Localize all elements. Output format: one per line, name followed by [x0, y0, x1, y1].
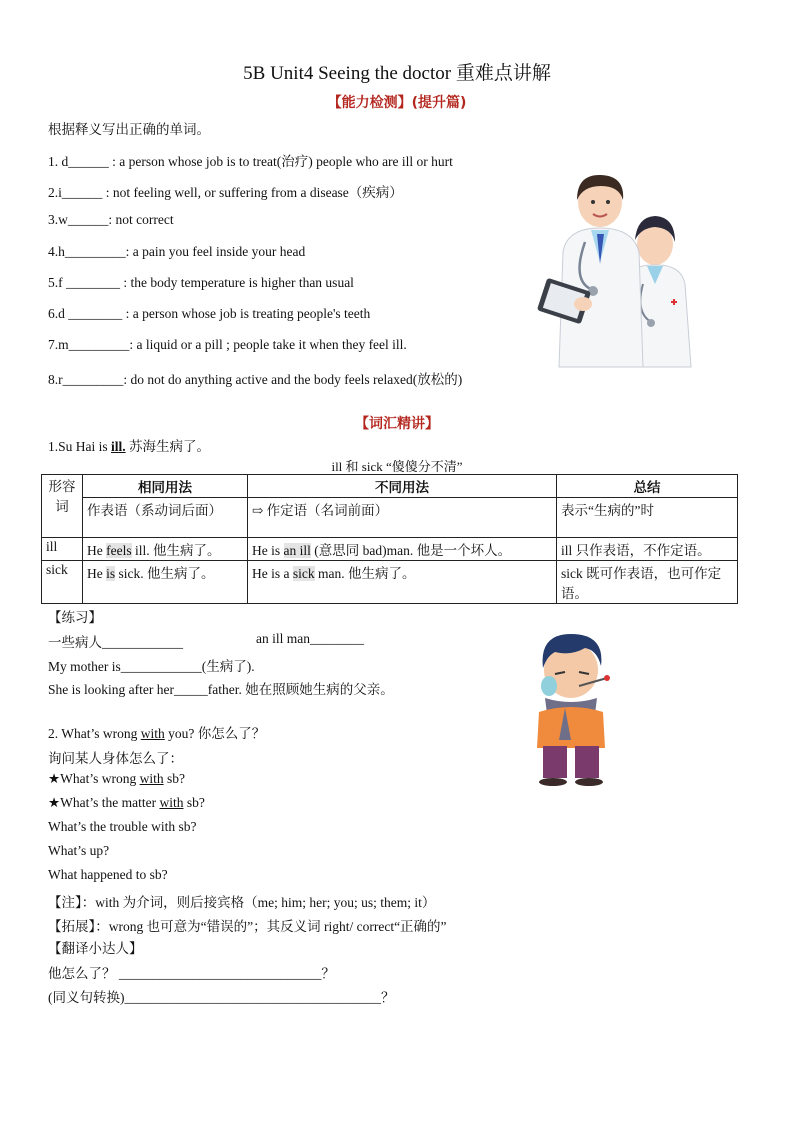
- section-heading-vocab: 【词汇精讲】: [355, 416, 439, 432]
- sick-boy-illustration: [525, 628, 617, 786]
- vocab-item: 7.m_________: a liquid or a pill ; people take it when they feel ill.: [48, 337, 407, 352]
- table-cell: ⇨ 作定语（名词前面）: [248, 498, 557, 538]
- vocab-item: 2.i______ : not feeling well, or suffering from a disease（疾病）: [48, 185, 403, 200]
- doctors-illustration: [535, 172, 710, 372]
- table-cell-word: sick: [42, 561, 83, 604]
- table-cell: ill 只作表语，不作定语。: [557, 538, 738, 561]
- point2-line1: 2. What’s wrong with you? 你怎么了？: [48, 726, 266, 741]
- point2-line6: What’s up?: [48, 843, 110, 858]
- table-cell: 表示“生病的”时: [557, 498, 738, 538]
- practice-heading: 【练习】: [48, 610, 102, 625]
- translate-heading: 【翻译小达人】: [48, 941, 143, 956]
- point2-note: 【注】：with 为介词，则后接宾格（me; him; her; you; us; them; it）: [48, 895, 436, 910]
- vocab-item: 3.w______: not correct: [48, 212, 174, 227]
- vocab-item: 5.f ________ : the body temperature is higher than usual: [48, 275, 354, 290]
- practice-q2: My mother is____________(生病了).: [48, 659, 255, 674]
- table-header-summary: 总结: [557, 475, 738, 498]
- point2-line3: ★What’s wrong with sb?: [48, 771, 185, 786]
- ill-sick-table: [41, 474, 738, 604]
- practice-q1: 一些病人____________: [48, 635, 183, 650]
- compare-title: ill 和 sick “傻傻分不清”: [331, 459, 463, 474]
- vocab-item: 6.d ________ : a person whose job is treating people's teeth: [48, 306, 371, 321]
- table-header-same: 相同用法: [83, 475, 248, 498]
- vocab-item: 1. d______ : a person whose job is to treat(治疗) people who are ill or hurt: [48, 154, 453, 169]
- table-cell-word: ill: [42, 538, 83, 561]
- table-cell: He feels ill. 他生病了。: [83, 538, 248, 561]
- point2-line4: ★What’s the matter with sb?: [48, 795, 205, 810]
- point2-line5: What’s the trouble with sb?: [48, 819, 197, 834]
- page-title: 5B Unit4 Seeing the doctor 重难点讲解: [243, 63, 551, 84]
- practice-q1b: an ill man________: [256, 631, 364, 646]
- vocab-item: 8.r_________: do not do anything active and the body feels relaxed(放松的): [48, 372, 463, 387]
- translate-q1: 他怎么了？ ______________________________？: [48, 966, 335, 981]
- instruction: 根据释义写出正确的单词。: [48, 122, 210, 137]
- table-cell: He is an ill (意思同 bad)man. 他是一个坏人。: [248, 538, 557, 561]
- table-cell: He is sick. 他生病了。: [83, 561, 248, 604]
- table-cell: sick 既可作表语，也可作定语。: [557, 561, 738, 604]
- point2-extend: 【拓展】：wrong 也可意为“错误的”；其反义词 right/ correct“正确的”: [48, 919, 447, 934]
- table-header-adj: 形容词: [42, 475, 83, 538]
- section-heading-test: 【能力检测】(提升篇): [327, 95, 467, 111]
- practice-q3: She is looking after her_____father. 她在照顾她生病的父亲。: [48, 682, 394, 697]
- point1-line: 1.Su Hai is ill. 苏海生病了。: [48, 439, 211, 454]
- point2-line7: What happened to sb?: [48, 867, 168, 882]
- table-cell: He is a sick man. 他生病了。: [248, 561, 557, 604]
- table-cell: 作表语（系动词后面）: [83, 498, 248, 538]
- point2-line2: 询问某人身体怎么了：: [48, 751, 183, 766]
- translate-q2: (同义句转换)______________________________________？: [48, 990, 395, 1005]
- vocab-item: 4.h_________: a pain you feel inside your head: [48, 244, 306, 259]
- table-header-diff: 不同用法: [248, 475, 557, 498]
